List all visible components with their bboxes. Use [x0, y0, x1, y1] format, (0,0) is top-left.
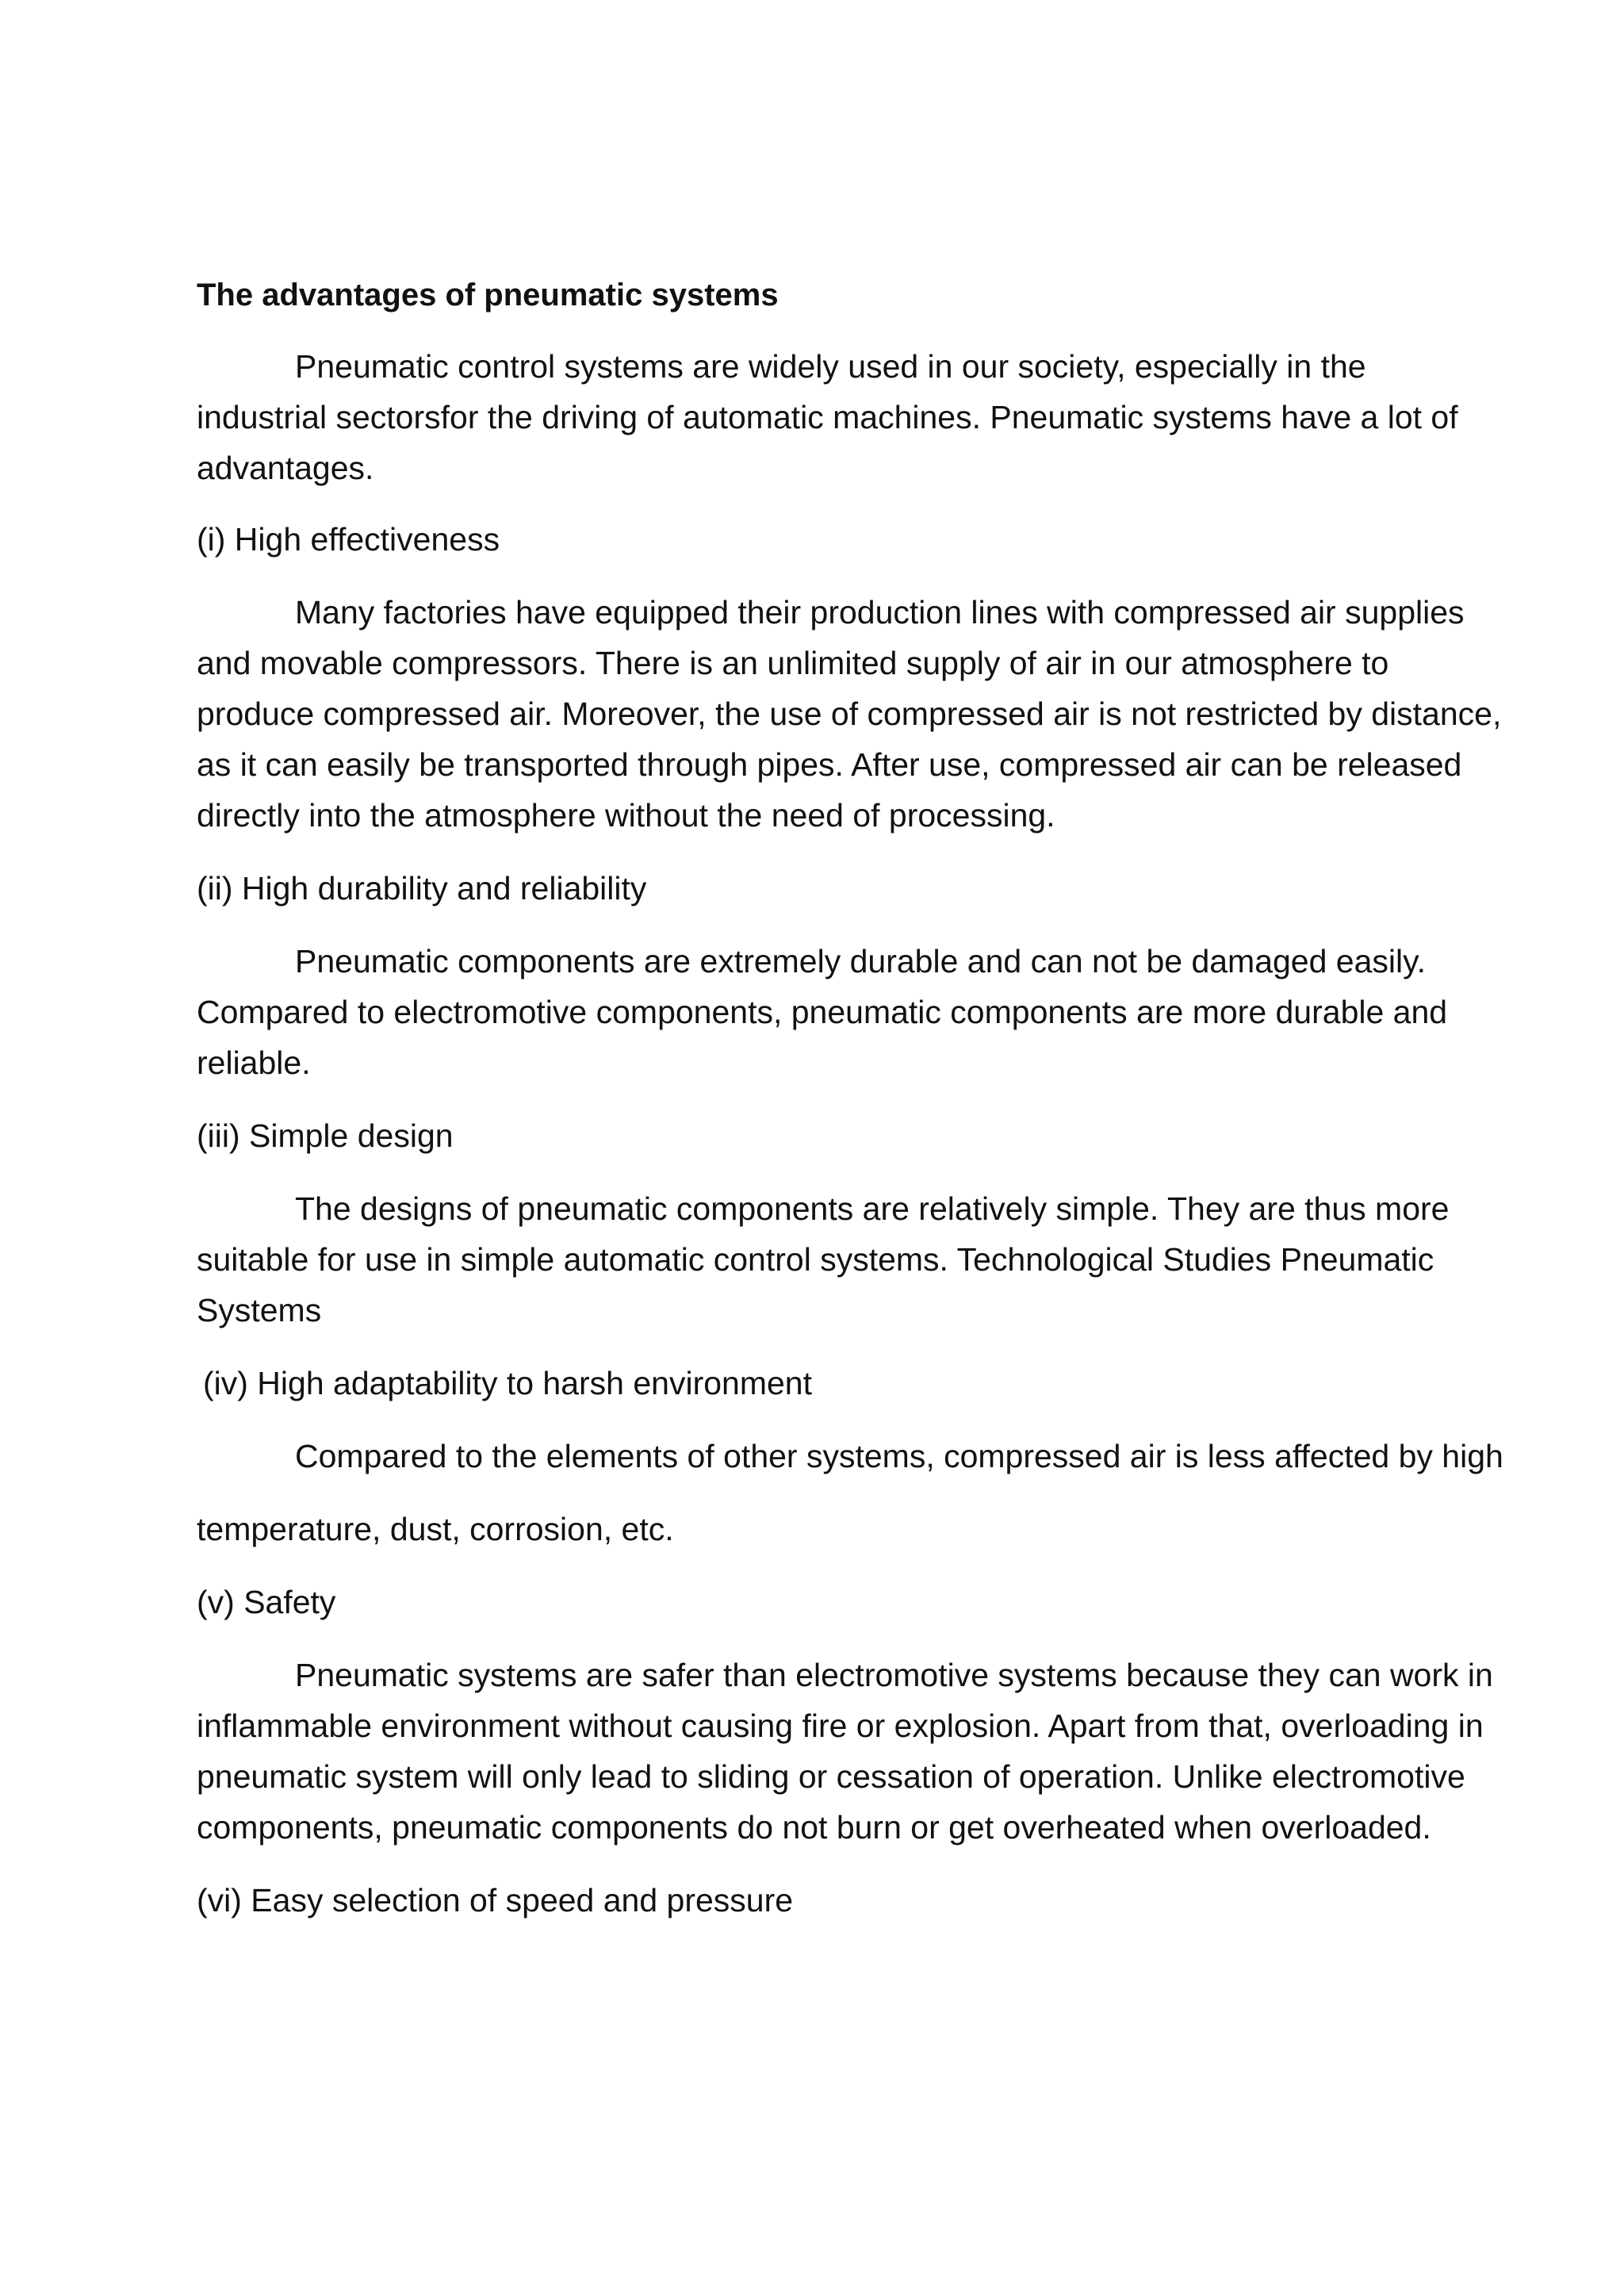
document-page: [197, 270, 1505, 1948]
section-body-high-effectiveness: Many factories have equipped their production lines with compressed air supplies and movable compressors. There is an unlimited supply of air in our atmosphere to produce compressed air. Moreover, the use of compressed air is not restricted by distance, as it can easily be transported through pipes. After use, compressed air can be released directly into the atmosphere without the need of processing.: [197, 594, 1502, 834]
section-body-safety: Pneumatic systems are safer than electromotive systems because they can work in inflammable environment without causing fire or explosion. Apart from that, overloading in pneumatic system will only lead to sliding or cessation of operation. Unlike electromotive components, pneumatic components do not burn or get overheated when overloaded.: [197, 1657, 1493, 1846]
section-heading-high-effectiveness: (i) High effectiveness: [197, 521, 500, 558]
intro-paragraph: Pneumatic control systems are widely used in our society, especially in the industrial sectorsfor the driving of automatic machines. Pneumatic systems have a lot of advantages.: [197, 348, 1458, 486]
section-heading-harsh-environment: (iv) High adaptability to harsh environment: [203, 1365, 812, 1401]
section-body-durability-reliability: Pneumatic components are extremely durable and can not be damaged easily. Compared to electromotive components, pneumatic components are more durable and reliable.: [197, 943, 1448, 1081]
section-heading-speed-pressure: (vi) Easy selection of speed and pressure: [197, 1882, 794, 1918]
section-heading-safety: (v) Safety: [197, 1584, 336, 1620]
section-continuation-harsh-environment: temperature, dust, corrosion, etc.: [197, 1511, 674, 1547]
section-body-harsh-environment: Compared to the elements of other systems, compressed air is less affected by high: [295, 1438, 1503, 1474]
section-body-simple-design: The designs of pneumatic components are relatively simple. They are thus more suitable for use in simple automatic control systems. Technological Studies Pneumatic Systems: [197, 1190, 1450, 1328]
section-heading-durability-reliability: (ii) High durability and reliability: [197, 870, 647, 907]
document-title: The advantages of pneumatic systems: [197, 278, 779, 312]
section-heading-simple-design: (iii) Simple design: [197, 1117, 454, 1154]
